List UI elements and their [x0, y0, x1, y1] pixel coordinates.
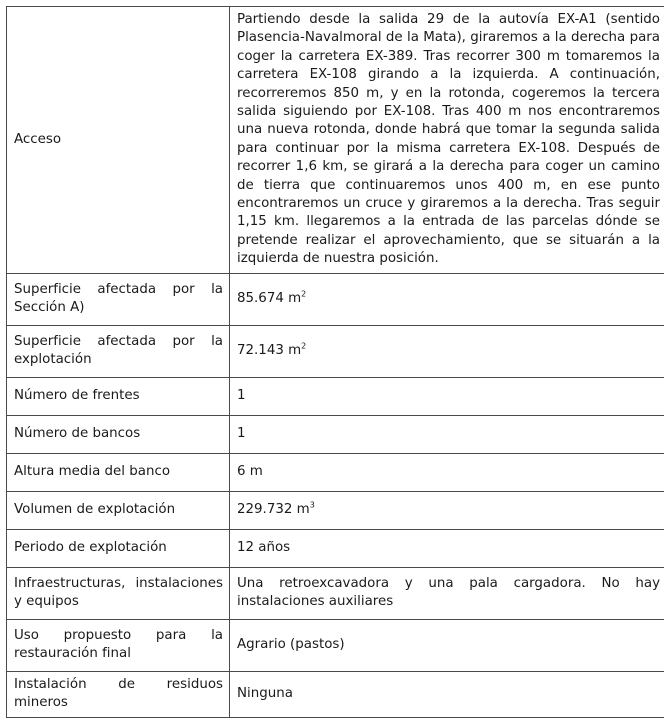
row-value: 1: [230, 415, 664, 453]
row-value: Agrario (pastos): [230, 619, 664, 671]
table-row-periodo: [7, 529, 664, 567]
row-value-cell: [230, 491, 664, 529]
row-label: Número de frentes: [7, 377, 230, 415]
row-value: 12 años: [230, 529, 664, 567]
row-value: 6 m: [230, 453, 664, 491]
row-value-cell: [230, 273, 664, 325]
unit-exponent: 2: [301, 342, 306, 351]
table-row-bancos: [7, 415, 664, 453]
table-row-acceso: [7, 7, 664, 274]
row-value: Partiendo desde la salida 29 de la autovía EX-A1 (sentido Plasencia-Navalmoral de la Mata), giraremos a la derecha para coger la carretera EX-389. Tras recorrer 300 m tomaremos la carretera EX-108 girando a la izquierda. A continuación, recorreremos 850 m, y en la rotonda, cogeremos la tercera salida siguiendo por EX-108. Tras 400 m nos encontraremos una nueva rotonda, donde habrá que tomar la segunda salida para continuar por la misma carretera EX-108. Después de recorrer 1,6 km, se girará a la derecha para coger un camino de tierra que continuaremos unos 400 m, en ese punto encontraremos un cruce y giraremos a la derecha. Tras seguir 1,15 km. llegaremos a la entrada de las parcelas dónde se pretende realizar el aprovechamiento, que se situarán a la izquierda de nuestra posición.: [230, 7, 664, 274]
row-value: Una retroexcavadora y una pala cargadora. No hay instalaciones auxiliares: [230, 567, 664, 619]
row-value: 1: [230, 377, 664, 415]
row-value-cell: [230, 325, 664, 377]
row-label: Periodo de explotación: [7, 529, 230, 567]
row-label: Altura media del banco: [7, 453, 230, 491]
table-row-frentes: [7, 377, 664, 415]
table-row-infraestructuras: [7, 567, 664, 619]
unit-exponent: 3: [310, 501, 315, 510]
row-label: Instalación de residuos mineros: [7, 671, 230, 717]
unit-exponent: 2: [301, 290, 306, 299]
row-label: Superficie afectada por la explotación: [7, 325, 230, 377]
table-row-uso-propuesto: [7, 619, 664, 671]
row-value: 85.674 m: [237, 291, 301, 306]
table-row-altura: [7, 453, 664, 491]
table-row-superficie-seccion: [7, 273, 664, 325]
table-row-residuos: [7, 671, 664, 717]
row-label: Acceso: [7, 7, 230, 274]
table-row-superficie-explotacion: [7, 325, 664, 377]
row-label: Infraestructuras, instalaciones y equipos: [7, 567, 230, 619]
table-row-volumen: [7, 491, 664, 529]
row-value: Ninguna: [230, 671, 664, 717]
row-value: 229.732 m: [237, 502, 310, 517]
row-value: 72.143 m: [237, 343, 301, 358]
row-label: Número de bancos: [7, 415, 230, 453]
row-label: Uso propuesto para la restauración final: [7, 619, 230, 671]
info-table: [6, 6, 664, 718]
row-label: Superficie afectada por la Sección A): [7, 273, 230, 325]
row-label: Volumen de explotación: [7, 491, 230, 529]
